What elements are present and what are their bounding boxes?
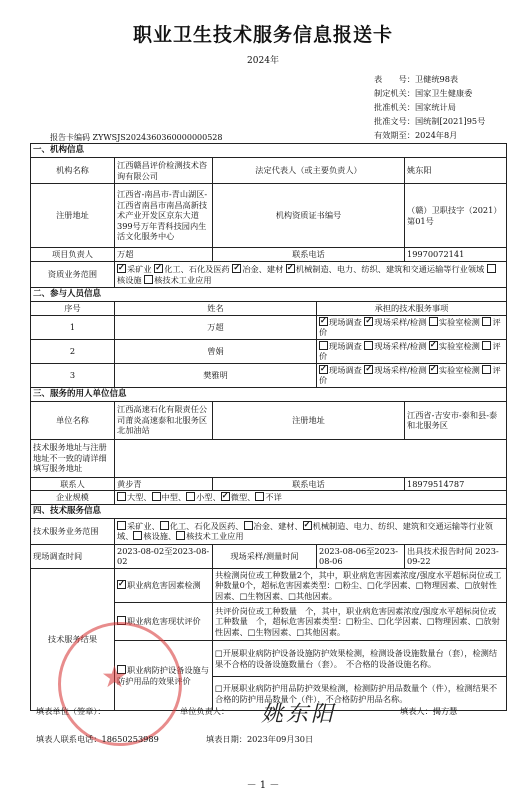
checkbox-icon bbox=[144, 275, 153, 284]
staff-items: ✓现场调查 ✓ 现场采样/检测 实验室检测 评价 bbox=[317, 315, 507, 339]
page-number: － 1 － bbox=[246, 780, 280, 791]
legal-rep: 姚东阳 bbox=[405, 158, 507, 184]
fill-unit-label: 填表单位（签章）： bbox=[36, 706, 106, 716]
staff-name: 樊雅明 bbox=[115, 363, 317, 387]
fill-date: 填表日期：2023年09月30日 bbox=[206, 734, 314, 744]
service-scope: 采矿业、 化工、石化及医药、 冶金、建材、✓ 机械制造、电力、纺织、建筑和交通运输等行业领域、 核设施、 核技术工业应用 bbox=[115, 518, 507, 544]
employer-name: 江西高速石化有限责任公司莆炎高速泰和北服务区北加油站 bbox=[115, 401, 213, 439]
checkbox-icon[interactable] bbox=[152, 492, 161, 501]
report-time-label: 出具技术报告时间 bbox=[407, 545, 473, 556]
employer-contact-label: 联系人 bbox=[31, 477, 115, 491]
org-name: 江西赣昌评价检测技术咨询有限公司 bbox=[115, 158, 213, 184]
service-result-label: 技术服务结果 bbox=[31, 568, 115, 711]
checkbox-icon[interactable] bbox=[186, 492, 195, 501]
result-evaluation-text: 共评价岗位或工种数量 个，其中，职业病危害因素浓度/强度水平超标岗位或工种数量 个，超标危害因素类型：□粉尘、□化学因素、□物理因素、□放射性因素、□生物因素、□其他因素。 bbox=[213, 603, 507, 641]
staff-no: 2 bbox=[31, 339, 115, 363]
survey-time-label: 现场调查时间 bbox=[31, 544, 115, 568]
meta-issuer: 制定机关：国家卫生健康委 bbox=[374, 88, 473, 98]
staff-name-header: 姓名 bbox=[115, 302, 317, 316]
company-size: 大型、 中型、 小型、✓ 微型、 不详 bbox=[115, 491, 507, 505]
service-address bbox=[115, 439, 507, 477]
scope-machinery[interactable]: ✓ 机械制造、电力、纺织、建筑和交通运输等行业领域 bbox=[286, 264, 484, 274]
checkbox-icon bbox=[232, 264, 241, 273]
doc-title: 职业卫生技术服务信息报送卡 bbox=[132, 24, 393, 46]
scope-chemical[interactable]: ✓ 化工、石化及医药 bbox=[154, 264, 230, 274]
checkbox-icon[interactable] bbox=[482, 341, 491, 350]
company-size-label: 企业规模 bbox=[31, 491, 115, 505]
checkbox-icon[interactable] bbox=[255, 492, 264, 501]
checkbox-icon[interactable] bbox=[482, 317, 491, 326]
result-ppe-text: □开展职业病防护用品防护效果检测，检测防护用品数量个（件），检测结果不合格的防护用品数量个（件），不合格防护用品名称。 bbox=[213, 677, 507, 711]
section-staff-title: 二、参与人员信息 bbox=[31, 288, 507, 302]
cert-no: （赣）卫职技字（2021）第01号 bbox=[405, 184, 507, 248]
checkbox-icon[interactable] bbox=[319, 365, 328, 374]
org-phone-label: 联系电话 bbox=[213, 248, 405, 262]
checkbox-icon bbox=[117, 264, 126, 273]
staff-name: 万超 bbox=[115, 315, 317, 339]
checkbox-icon[interactable] bbox=[364, 341, 373, 350]
checkbox-icon[interactable] bbox=[482, 365, 491, 374]
staff-no-header: 序号 bbox=[31, 302, 115, 316]
org-name-label: 机构名称 bbox=[31, 158, 115, 184]
result-detection-text: 共检测岗位或工种数量2个，其中，职业病危害因素浓度/强度水平超标岗位或工种数量0个，超标危害因素类型：□粉尘、□化学因素、□物理因素、□放射性因素、□生物因素、□其他因素。 bbox=[213, 568, 507, 603]
service-scope-label: 技术服务业务范围 bbox=[31, 518, 115, 544]
scope-metallurgy[interactable]: ✓ 冶金、建材 bbox=[232, 264, 283, 274]
checkbox-icon[interactable] bbox=[319, 317, 328, 326]
unit-head-label: 单位负责人： bbox=[180, 706, 230, 716]
checkbox-icon[interactable] bbox=[176, 531, 185, 540]
result-protection-label: 职业病防护设备设施与防护用品的效果评价 bbox=[115, 641, 213, 711]
section-org-title: 一、机构信息 bbox=[31, 144, 507, 158]
employer-name-label: 单位名称 bbox=[31, 401, 115, 439]
section-service-title: 四、技术服务信息 bbox=[31, 504, 507, 518]
checkbox-icon[interactable] bbox=[117, 521, 126, 530]
org-address-label: 注册地址 bbox=[31, 184, 115, 248]
sampling-time-label: 现场采样/测量时间 bbox=[213, 544, 317, 568]
employer-address-label: 注册地址 bbox=[213, 401, 405, 439]
card-number: 报告卡编码 ZYWSJS2024360360000000528 bbox=[50, 133, 223, 142]
unit-head-signature: 姚东阳 bbox=[261, 702, 337, 727]
checkbox-icon[interactable] bbox=[117, 580, 126, 589]
checkbox-icon[interactable] bbox=[244, 521, 253, 530]
employer-phone-label: 联系电话 bbox=[213, 477, 405, 491]
employer-contact: 黄步青 bbox=[115, 477, 213, 491]
checkbox-icon[interactable] bbox=[429, 317, 438, 326]
org-address: 江西省-南昌市-青山湖区-江西省南昌市南昌高新技术产业开发区京东大道399号万年青科技园内生活文化服务中心 bbox=[115, 184, 213, 248]
report-time: 2023-09-22 bbox=[407, 545, 499, 566]
checkbox-icon[interactable] bbox=[429, 365, 438, 374]
project-lead-label: 项目负责人 bbox=[31, 248, 115, 262]
result-evaluation-label: 职业病危害现状评价 bbox=[115, 603, 213, 641]
scope-nuclear-tech[interactable]: 核技术工业应用 bbox=[144, 275, 211, 285]
checkbox-icon[interactable] bbox=[160, 521, 169, 530]
checkbox-icon[interactable] bbox=[319, 341, 328, 350]
staff-no: 1 bbox=[31, 315, 115, 339]
project-lead: 万超 bbox=[115, 248, 213, 262]
seal-star-icon: ★ bbox=[101, 660, 128, 695]
staff-items: ✓现场调查 ✓ 现场采样/检测 ✓ 实验室检测 评价 bbox=[317, 363, 507, 387]
checkbox-icon[interactable] bbox=[364, 317, 373, 326]
checkbox-icon[interactable] bbox=[303, 521, 312, 530]
checkbox-icon[interactable] bbox=[133, 531, 142, 540]
scope-nuclear[interactable]: 核设施 bbox=[117, 264, 497, 285]
qual-scope bbox=[115, 262, 507, 288]
filler-phone: 填表人联系电话：18650253989 bbox=[36, 734, 159, 744]
survey-time: 2023-08-02至2023-08-02 bbox=[115, 544, 213, 568]
checkbox-icon bbox=[286, 264, 295, 273]
qual-scope-label: 资质业务范围 bbox=[31, 262, 115, 288]
staff-name: 曾娟 bbox=[115, 339, 317, 363]
meta-valid-until: 有效期至：2024年8月 bbox=[374, 130, 458, 140]
checkbox-icon bbox=[154, 264, 163, 273]
result-equipment-text: □开展职业病防护设备设施防护效果检测，检测设备设施数量台（套），检测结果不合格的设备设施数量台（套）。 不合格的设备设施名称。 bbox=[213, 641, 507, 677]
staff-no: 3 bbox=[31, 363, 115, 387]
form-meta bbox=[374, 72, 485, 142]
doc-year: 2024年 bbox=[247, 56, 279, 66]
legal-rep-label: 法定代表人（或主要负责人） bbox=[213, 158, 405, 184]
meta-table-no: 表 号：卫健统98表 bbox=[374, 74, 459, 84]
cert-no-label: 机构资质证书编号 bbox=[213, 184, 405, 248]
report-time-cell bbox=[405, 544, 507, 568]
result-detection-label: ✓职业病危害因素检测 bbox=[115, 568, 213, 603]
org-phone: 19970072141 bbox=[405, 248, 507, 262]
checkbox-icon bbox=[487, 264, 496, 273]
checkbox-icon[interactable] bbox=[221, 492, 230, 501]
checkbox-icon[interactable] bbox=[117, 492, 126, 501]
checkbox-icon[interactable] bbox=[364, 365, 373, 374]
employer-phone: 18979514787 bbox=[405, 477, 507, 491]
filler-name: 填表人：揭方慧 bbox=[400, 706, 458, 716]
staff-items: 现场调查 现场采样/检测 ✓ 实验室检测 评价 bbox=[317, 339, 507, 363]
service-address-label: 技术服务地址与注册地址不一致的请详细填写服务地址 bbox=[31, 439, 115, 477]
checkbox-icon[interactable] bbox=[429, 341, 438, 350]
scope-mining[interactable]: ✓采矿业 bbox=[117, 264, 152, 274]
sampling-time: 2023-08-06至2023-08-06 bbox=[317, 544, 405, 568]
meta-approval-no: 批准文号：国统制[2021]95号 bbox=[374, 116, 486, 126]
meta-approver: 批准机关：国家统计局 bbox=[374, 102, 456, 112]
staff-items-header: 承担的技术服务事项 bbox=[317, 302, 507, 316]
section-employer-title: 三、服务的用人单位信息 bbox=[31, 387, 507, 401]
employer-address: 江西省-吉安市-泰和县-泰和北服务区 bbox=[405, 401, 507, 439]
